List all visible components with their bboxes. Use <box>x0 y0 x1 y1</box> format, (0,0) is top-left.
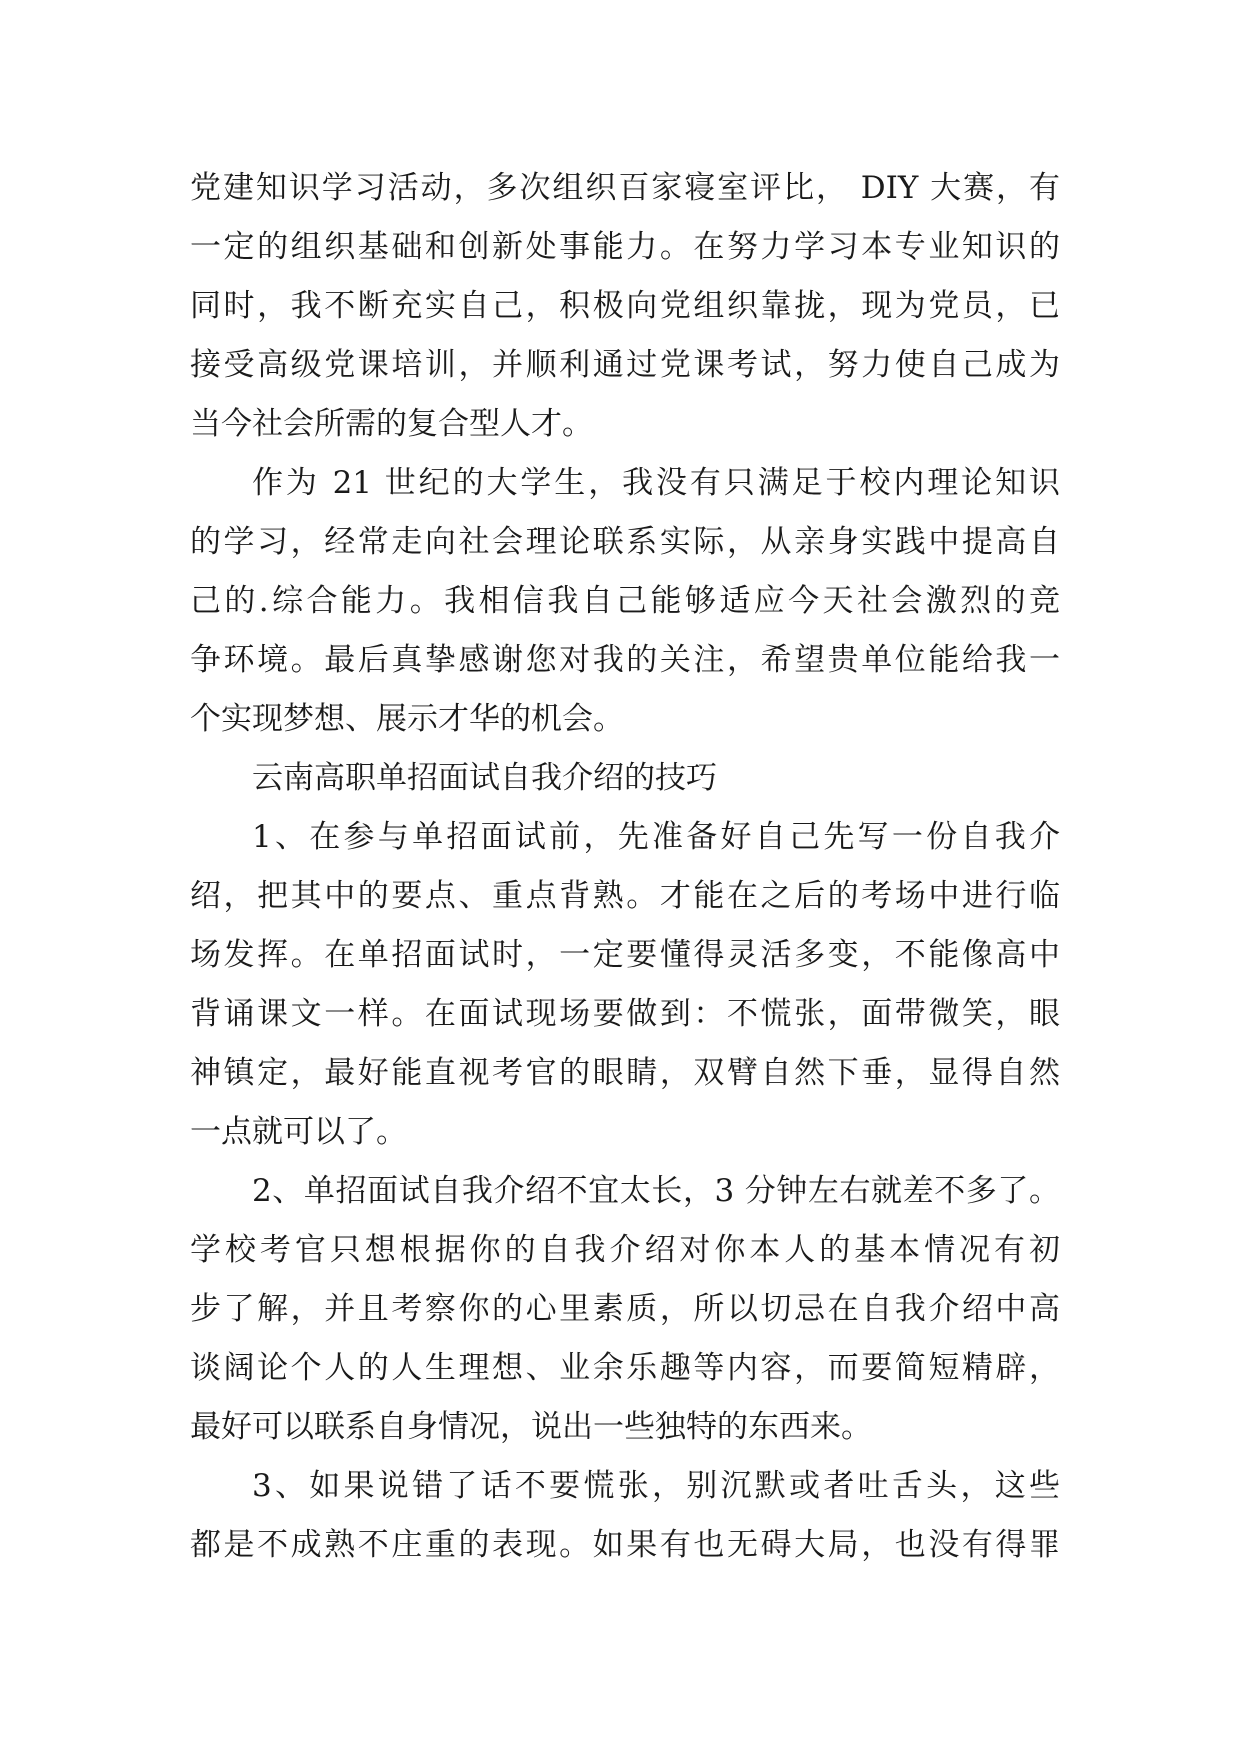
text-line: 个实现梦想、展示才华的机会。 <box>190 701 624 737</box>
section-heading: 云南高职单招面试自我介绍的技巧 <box>252 760 717 796</box>
text-line: 的学习，经常走向社会理论联系实际，从亲身实践中提高自 <box>190 524 1060 560</box>
text-line: 谈阔论个人的人生理想、业余乐趣等内容，而要简短精辟， <box>190 1350 1060 1386</box>
text-line: 一定的组织基础和创新处事能力。在努力学习本专业知识的 <box>190 229 1060 265</box>
text-line: 同时，我不断充实自己，积极向党组织靠拢，现为党员，已 <box>190 288 1060 324</box>
text-line: 都是不成熟不庄重的表现。如果有也无碍大局，也没有得罪 <box>190 1527 1060 1563</box>
text-line: 争环境。最后真挚感谢您对我的关注，希望贵单位能给我一 <box>190 642 1060 678</box>
text-line: 背诵课文一样。在面试现场要做到：不慌张，面带微笑，眼 <box>190 996 1060 1032</box>
text-line: 场发挥。在单招面试时，一定要懂得灵活多变，不能像高中 <box>190 937 1060 973</box>
text-line: 1、在参与单招面试前，先准备好自己先写一份自我介 <box>252 819 1060 855</box>
text-line: 作为 21 世纪的大学生，我没有只满足于校内理论知识 <box>252 465 1060 501</box>
text-line: 学校考官只想根据你的自我介绍对你本人的基本情况有初 <box>190 1232 1060 1268</box>
text-line: 一点就可以了。 <box>190 1114 407 1150</box>
text-line: 当今社会所需的复合型人才。 <box>190 406 593 442</box>
text-line: 己的.综合能力。我相信我自己能够适应今天社会激烈的竞 <box>190 583 1060 619</box>
text-line: 2、单招面试自我介绍不宜太长，3 分钟左右就差不多了。 <box>252 1173 1060 1209</box>
text-line: 党建知识学习活动，多次组织百家寝室评比， DIY 大赛，有 <box>190 170 1060 206</box>
text-line: 接受高级党课培训，并顺利通过党课考试，努力使自己成为 <box>190 347 1060 383</box>
text-line: 绍，把其中的要点、重点背熟。才能在之后的考场中进行临 <box>190 878 1060 914</box>
text-line: 3、如果说错了话不要慌张，别沉默或者吐舌头，这些 <box>252 1468 1060 1504</box>
text-line: 神镇定，最好能直视考官的眼睛，双臂自然下垂，显得自然 <box>190 1055 1060 1091</box>
text-line: 步了解，并且考察你的心里素质，所以切忌在自我介绍中高 <box>190 1291 1060 1327</box>
text-line: 最好可以联系自身情况，说出一些独特的东西来。 <box>190 1409 872 1445</box>
